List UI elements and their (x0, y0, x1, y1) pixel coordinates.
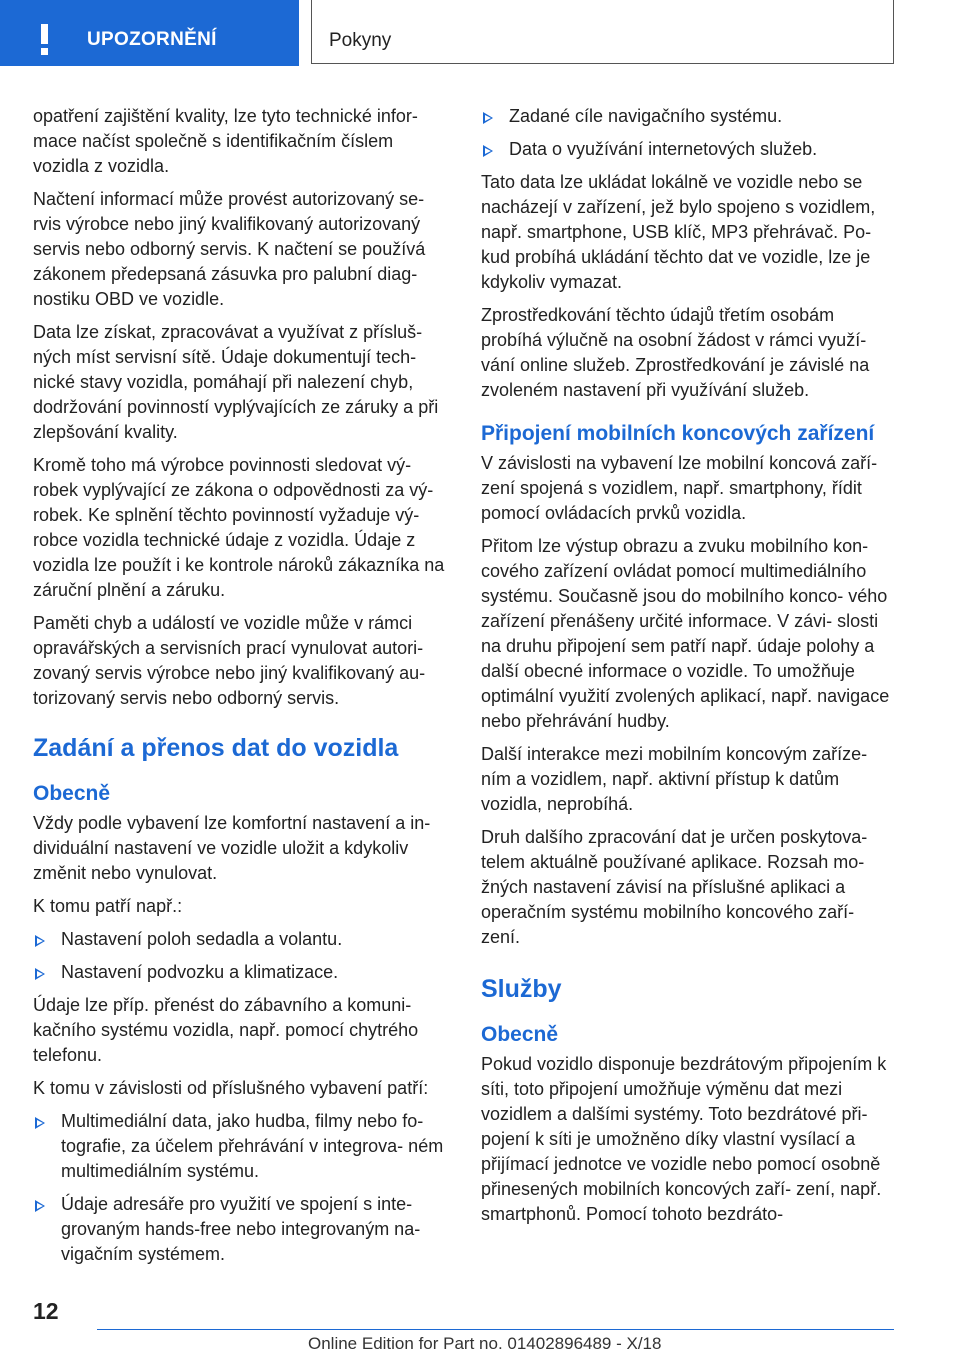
list-item-text: Zadané cíle navigačního systému. (509, 106, 783, 126)
subsection-heading: Připojení mobilních koncových zařízení (481, 422, 875, 445)
paragraph: K tomu v závislosti od příslušného vybavení patří: (33, 1078, 429, 1098)
section-header (311, 0, 894, 64)
warning-label: UPOZORNĚNÍ (87, 29, 217, 50)
paragraph: V závislosti na vybavení lze mobilní koncová zaří- zení spojená s vozidlem, např. smartphony, řídit pomocí ovládacích prvků vozidla. (481, 453, 878, 523)
footer-divider (97, 1329, 894, 1330)
subsection-heading: Obecně (33, 782, 111, 805)
paragraph: Údaje lze příp. přenést do zábavního a komuni- kačního systému vozidla, např. pomocí chytrého telefonu. (33, 995, 419, 1065)
section-heading: Služby (481, 975, 562, 1003)
section-heading: Zadání a přenos dat do vozidla (33, 734, 399, 762)
triangle-bullet-icon (35, 935, 45, 947)
list-item (33, 1109, 449, 1184)
bullet-list (33, 927, 449, 985)
paragraph: Přitom lze výstup obrazu a zvuku mobilního kon- cového zařízení ovládat pomocí multimediálního systému. Současně jsou do mobilního konco- vého zařízení přenášeny určité informace. V závi- slosti na druhu připojení sem patří např. údaje polohy a další obecné informace o vozidle. To umožňuje optimální využití zvolených aplikací, např. navigace nebo přehrávání hudby. (481, 536, 890, 731)
triangle-bullet-icon (35, 1200, 45, 1212)
list-item (33, 1192, 449, 1267)
triangle-bullet-icon (483, 145, 493, 157)
page-number: 12 (33, 1298, 59, 1324)
paragraph: Data lze získat, zpracovávat a využívat z přísluš- ných míst servisní sítě. Údaje dokumentují tech- nické stavy vozidla, pomáhají při nalezení chyb, dodržování povinností vyplývajících ze záruky a při zlepšování kvality. (33, 322, 439, 442)
edition-text: Online Edition for Part no. 01402896489 - X/18 (308, 1334, 662, 1353)
warning-header (0, 0, 299, 66)
list-item (33, 960, 449, 985)
list-item-text: Údaje adresáře pro využití ve spojení s inte- grovaným hands-free nebo integrovaným na- vigačním systémem. (61, 1194, 421, 1264)
list-item (481, 137, 897, 162)
paragraph: Tato data lze ukládat lokálně ve vozidle nebo se nacházejí v zařízení, jež bylo spojeno s vozidlem, např. smartphone, USB klíč, MP3 přehrávač. Po- kud probíhá ukládání těchto dat ve vozidle, lze je kdykoliv vymazat. (481, 172, 876, 292)
triangle-bullet-icon (35, 1117, 45, 1129)
paragraph: Vždy podle vybavení lze komfortní nastavení a in- dividuální nastavení ve vozidle uložit a kdykoliv změnit nebo vynulovat. (33, 813, 431, 883)
triangle-bullet-icon (35, 968, 45, 980)
paragraph: Druh dalšího zpracování dat je určen poskytova- telem aktuálně používané aplikace. Rozsah mo- žných nastavení závisí na příslušné aplikaci a operačním systému mobilního koncového zaří- zení. (481, 827, 868, 947)
list-item (33, 927, 449, 952)
list-item (481, 104, 897, 129)
bullet-list (33, 1109, 449, 1267)
left-column (33, 104, 449, 1275)
paragraph: Pokud vozidlo disponuje bezdrátovým připojením k síti, toto připojení umožňuje výměnu dat mezi vozidlem a dalšími systémy. Toto bezdrátové při- pojení k síti je umožněno díky vlastní vysílací a přijímací jednotce ve vozidle nebo pomocí osobně přinesených mobilních koncových zaří- zení, např. smartphonů. Pomocí tohoto bezdráto- (481, 1054, 887, 1224)
list-item-text: Nastavení podvozku a klimatizace. (61, 962, 339, 982)
paragraph: Načtení informací může provést autorizovaný se- rvis výrobce nebo jiný kvalifikovaný autorizovaný servis nebo odborný servis. K načtení se používá zákonem předepsaná zásuvka pro palubní diag- nostiku OBD ve vozidle. (33, 189, 426, 309)
subsection-heading: Obecně (481, 1023, 559, 1046)
list-item-text: Nastavení poloh sedadla a volantu. (61, 929, 343, 949)
paragraph: Zprostředkování těchto údajů třetím osobám probíhá výlučně na osobní žádost v rámci využí- vání online služeb. Zprostředkování je závislé na zvoleném nastavení při využívání služeb. (481, 305, 870, 400)
paragraph: K tomu patří např.: (33, 896, 183, 916)
bullet-list (481, 104, 897, 162)
list-item-text: Multimediální data, jako hudba, filmy nebo fo- tografie, za účelem přehrávání v integrova- ném multimediálním systému. (61, 1111, 444, 1181)
paragraph: Kromě toho má výrobce povinnosti sledovat vý- robek vyplývající ze zákona o odpovědnosti za vý- robek. Ke splnění těchto povinností vyžaduje vý- robce vozidla technické údaje z vozidla. Údaje z vozidla lze použít i ke kontrole nároků zákazníka na záruční plnění a záruku. (33, 455, 445, 600)
paragraph: Další interakce mezi mobilním koncovým zaříze- ním a vozidlem, např. aktivní přístup k datům vozidla, neprobíhá. (481, 744, 868, 814)
exclamation-icon (38, 24, 52, 54)
triangle-bullet-icon (483, 112, 493, 124)
list-item-text: Data o využívání internetových služeb. (509, 139, 818, 159)
right-column (481, 104, 897, 1235)
section-label: Pokyny (329, 30, 392, 51)
paragraph: Paměti chyb a událostí ve vozidle může v rámci opravářských a servisních prací vynulovat autori- zovaný servis výrobce nebo jiný kvalifikovaný au- torizovaný servis nebo odborný servis. (33, 613, 426, 708)
paragraph: opatření zajištění kvality, lze tyto technické infor- mace načíst společně s identifikačním číslem vozidla z vozidla. (33, 106, 418, 176)
